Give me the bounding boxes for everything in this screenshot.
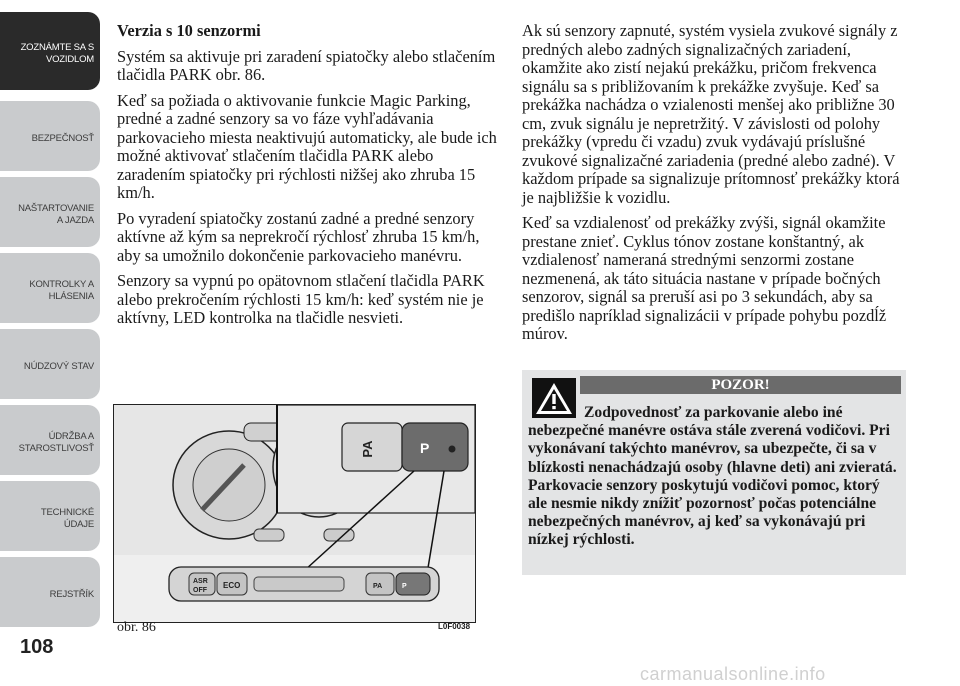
- tab-emergency[interactable]: [0, 329, 100, 399]
- tab-label: TECHNICKÉ ÚDAJE: [40, 507, 94, 530]
- park-button-label: P: [420, 440, 430, 456]
- tab-index[interactable]: [0, 557, 100, 627]
- tab-label: BEZPEČNOSŤ: [31, 133, 94, 144]
- left-column: [117, 22, 497, 335]
- svg-text:ASR: ASR: [193, 578, 208, 585]
- tab-safety[interactable]: [0, 101, 100, 171]
- tab-label: REJSTŘÍK: [49, 589, 94, 600]
- svg-text:PA: PA: [373, 583, 383, 590]
- paragraph: Keď sa vzdialenosť od prekážky zvýši, signál okamžite prestane znieť. Cyklus tónov zostane konštantný, ak vzdialenosť nameraná strednými senzormi zostane nezmenená, ak táto situácia nastane v prípade bočných senzorov, signál sa preruší asi po 3 sekundách, aby sa predišlo napríklad signalizácii v prípade pohybu pozdĺž múrov.: [522, 213, 887, 343]
- tab-label: KONTROLKY A HLÁSENIA: [29, 279, 94, 302]
- paragraph: Systém sa aktivuje pri zaradení spiatočky alebo stlačením tlačidla PARK obr. 86.: [117, 46, 496, 84]
- warning-text: [528, 404, 900, 550]
- paragraph: Po vyradení spiatočky zostanú zadné a predné senzory aktívne až kým sa neprekročí rýchlosť zhruba 15 km/h, aby sa umožnilo dokončenie parkovacieho manévru.: [117, 208, 480, 265]
- svg-text:OFF: OFF: [193, 587, 207, 594]
- warning-title: POZOR!: [580, 376, 901, 394]
- tab-warning-lights[interactable]: [0, 253, 100, 323]
- pa-button-label: PA: [360, 440, 375, 458]
- warning-body: nebezpečné manévre ostáva stále zverená vodičovi. Pri vykonávaní takýchto manévrov, sa ubezpečte, či sa v blízkosti nenachádzajú osoby (hlavne deti) ani zvieratá. Parkovacie senzory poskytujú vodičovi pomoc, ktorý ale nesmie nikdy znížiť pozornosť počas potenciálne nebezpečných manévrov, aj keď sa vykonávajú pri nízkej rýchlosti.: [528, 422, 897, 549]
- paragraph: Ak sú senzory zapnuté, systém vysiela zvukové signály z predných alebo zadných signalizačných zariadení, okamžite ako zistí nejakú prekážku, pričom frekvenca signálu sa s približovaním k prekážke zvyšuje. Keď sa prekážka nachádza o vzialenosti menšej ako približne 30 cm, zvuk signálu je nepretržitý. V závislosti od polohy prekážky (vpredu či vzadu) zvuk vydávajú príslušné zvukové signalizačné zariadenia (predné alebo zadné). V každom prípade sa signalizuje prítomnosť prekážky ktorá je najbližšie k vozidlu.: [522, 21, 900, 207]
- dashboard-illustration: [114, 405, 475, 622]
- park-button-zoom: [402, 423, 468, 471]
- tab-label: ÚDRŽBA A STAROSTLIVOSŤ: [18, 431, 94, 454]
- tab-technical-data[interactable]: [0, 481, 100, 551]
- figure-caption: obr. 86: [117, 620, 156, 635]
- tab-label: NÚDZOVÝ STAV: [23, 361, 94, 372]
- dashboard-figure: [113, 404, 476, 623]
- watermark: carmanualsonline.info: [640, 664, 826, 684]
- tab-label: ZOZNÁMTE SA S VOZIDLOM: [20, 42, 94, 65]
- tab-starting-driving[interactable]: [0, 177, 100, 247]
- right-column: [522, 22, 907, 351]
- page-number: 108: [20, 636, 54, 658]
- figure-code: L0F0038: [438, 622, 471, 631]
- warning-box: [522, 370, 906, 575]
- eco-button-label: ECO: [223, 581, 241, 590]
- tab-maintenance[interactable]: [0, 405, 100, 475]
- svg-text:P: P: [402, 583, 407, 590]
- chapter-tabs: [0, 0, 100, 640]
- paragraph: Keď sa požiada o aktivovanie funkcie Magic Parking, predné a zadné senzory sa vo fáze vyhľadávania parkovacieho miesta neaktivujú automaticky, ale bude ich možné aktivovať stlačením tlačidla PARK alebo zaradením spiatočky pri rýchlosti nižšej ako zhruba 15 km/h.: [117, 90, 497, 202]
- section-heading: Verzia s 10 senzormi: [117, 21, 261, 40]
- warning-first-line: Zodpovednosť za parkovanie alebo iné: [584, 404, 843, 421]
- tab-vehicle-intro[interactable]: [0, 12, 100, 90]
- paragraph: Senzory sa vypnú po opätovnom stlačení tlačidla PARK alebo prekročením rýchlosti 15 km/h: keď systém nie je aktívny, LED kontrolka na tlačidle nesvieti.: [117, 271, 485, 327]
- tab-label: NAŠTARTOVANIE A JAZDA: [18, 203, 94, 226]
